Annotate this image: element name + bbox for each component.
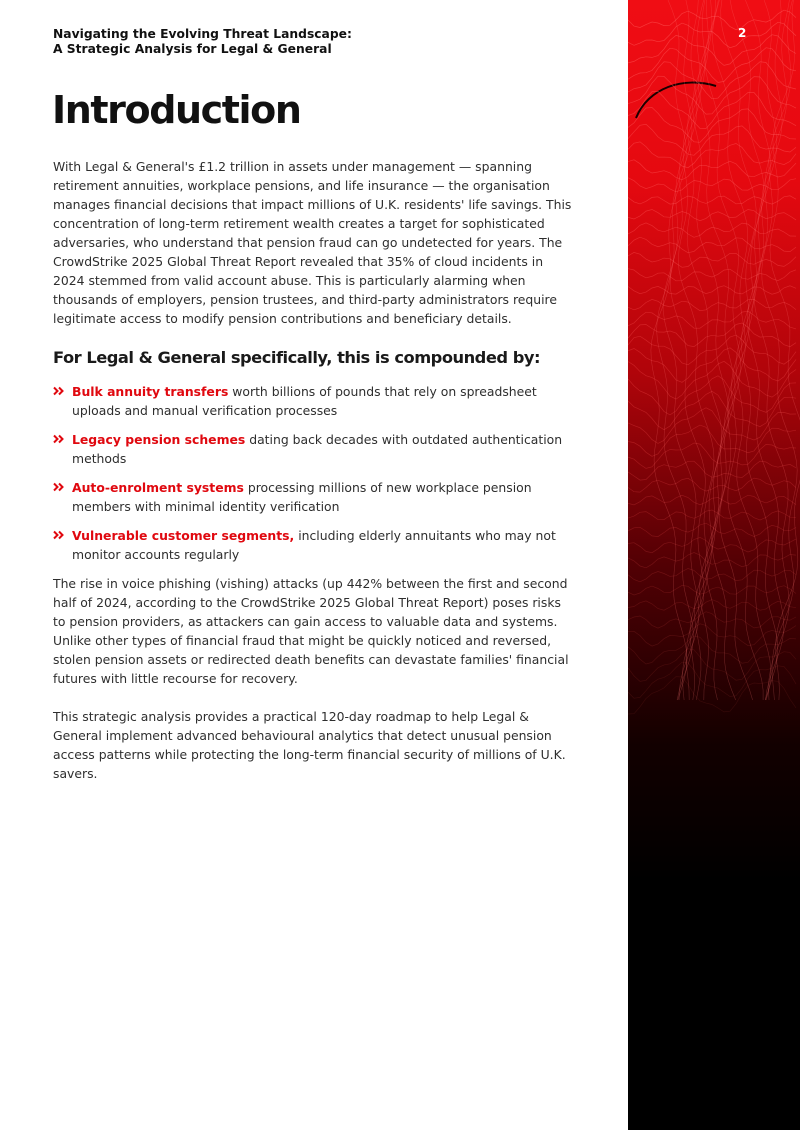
- list-item-text: including elderly annuitants who may not monitor accounts regularly: [72, 528, 556, 562]
- wave-line: [628, 376, 796, 415]
- list-item: [53, 526, 573, 564]
- wave-line: [628, 510, 796, 520]
- wave-line: [628, 569, 796, 582]
- list-item-highlight: Bulk annuity transfers: [72, 384, 229, 399]
- wave-strand: [770, 0, 800, 700]
- wave-mesh-artwork: [628, 0, 800, 1130]
- list-item-text: worth billions of pounds that rely on spreadsheet uploads and manual verification processes: [72, 384, 537, 418]
- document-title-line-2: A Strategic Analysis for Legal & General: [53, 42, 332, 56]
- dark-arc-decoration: [636, 83, 716, 118]
- wave-line: [628, 286, 796, 295]
- wave-line: [628, 478, 796, 492]
- wave-line: [628, 636, 796, 664]
- wave-line: [628, 348, 796, 383]
- page-number: 2: [738, 26, 747, 40]
- wave-strand: [657, 0, 694, 700]
- main-content: [53, 157, 573, 783]
- roadmap-paragraph: This strategic analysis provides a practical 120-day roadmap to help Legal & General implement advanced behavioural analytics that detect unusual pension access patterns while protecting the long-term financial security of millions of U.K. savers.: [53, 709, 566, 781]
- risk-factor-list: [53, 382, 573, 564]
- list-item-text: processing millions of new workplace pension members with minimal identity verification: [72, 480, 532, 514]
- double-chevron-right-icon: [53, 386, 65, 396]
- wave-line: [628, 553, 796, 568]
- wave-strand: [663, 0, 699, 700]
- wave-strand: [687, 0, 722, 700]
- wave-line: [628, 210, 796, 221]
- list-item-highlight: Legacy pension schemes: [72, 432, 246, 447]
- section-heading: Introduction: [52, 88, 301, 132]
- list-item: [53, 430, 573, 468]
- wave-line: [628, 523, 796, 536]
- wave-line: [628, 108, 796, 143]
- wave-line: [628, 196, 796, 204]
- subheading: For Legal & General specifically, this is compounded by:: [53, 348, 540, 367]
- list-item: [53, 478, 573, 516]
- wave-line: [628, 299, 796, 310]
- intro-paragraph: With Legal & General's £1.2 trillion in assets under management — spanning retirement annuities, workplace pensions, and life insurance — the organisation manages financial decisions that impact millions of U.K. residents' life savings. This concentration of long-term retirement wealth creates a target for sophisticated adversaries, who understand that pension fraud can go undetected for years. The CrowdStrike 2025 Global Threat Report revealed that 35% of cloud incidents in 2024 stemmed from valid account abuse. This is particularly alarming when thousands of employers, pension trustees, and third-party administrators require legitimate access to modify pension contributions and beneficiary details.: [53, 159, 572, 326]
- double-chevron-right-icon: [53, 434, 65, 444]
- wave-line: [628, 408, 796, 444]
- wave-line: [628, 124, 796, 155]
- wave-strand: [747, 0, 784, 700]
- wave-line: [628, 62, 796, 99]
- wave-line: [628, 335, 796, 365]
- list-item-highlight: Auto-enrolment systems: [72, 480, 244, 495]
- wave-line: [628, 585, 796, 595]
- wave-line: [628, 612, 796, 628]
- wave-line: [628, 624, 796, 646]
- wave-line: [628, 269, 796, 281]
- double-chevron-right-icon: [53, 530, 65, 540]
- wave-strand: [754, 0, 789, 700]
- wave-line: [628, 495, 796, 505]
- list-item-highlight: Vulnerable customer segments,: [72, 528, 295, 543]
- list-item-text: dating back decades with outdated authentication methods: [72, 432, 563, 466]
- wave-line: [628, 91, 796, 128]
- decorative-side-panel: [628, 0, 800, 1130]
- list-item: [53, 382, 573, 420]
- double-chevron-right-icon: [53, 482, 65, 492]
- document-title: [53, 27, 613, 57]
- wave-line: [628, 35, 796, 66]
- wave-line: [628, 311, 796, 329]
- vishing-paragraph: The rise in voice phishing (vishing) attacks (up 442% between the first and second half of 2024, according to the CrowdStrike 2025 Global Threat Report) poses risks to pension providers, as attackers can gain access to valuable data and systems. Unlike other types of financial fraud that might be quickly noticed and reversed, stolen pension assets or redirected death benefits can devastate families' financial futures with little recourse for recovery.: [53, 576, 569, 686]
- wave-strand: [651, 0, 687, 700]
- document-title-line-1: Navigating the Evolving Threat Landscape:: [53, 27, 352, 41]
